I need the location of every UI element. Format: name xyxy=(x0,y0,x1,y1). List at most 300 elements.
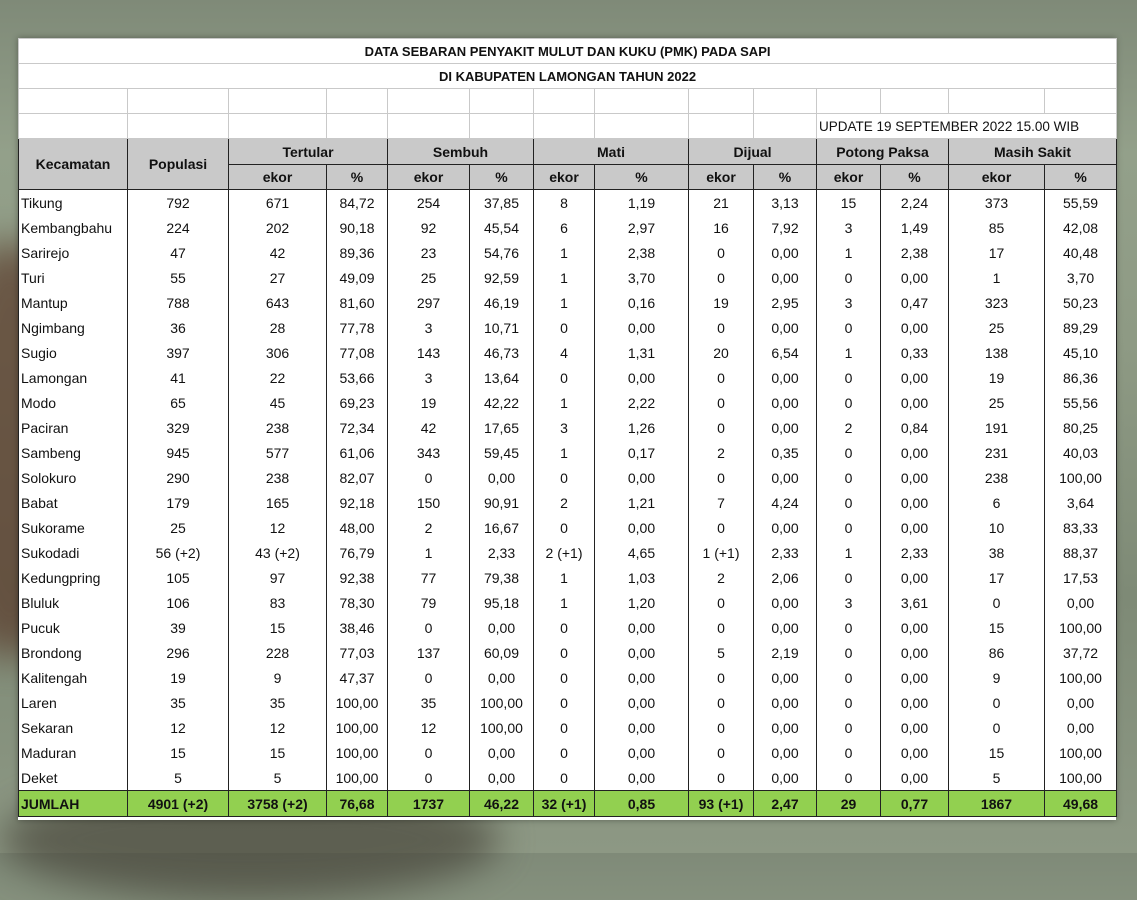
cell-tertular-ekor: 97 xyxy=(229,565,327,590)
total-kecamatan: JUMLAH xyxy=(19,791,128,817)
total-dijual-pct: 2,47 xyxy=(754,791,817,817)
cell-potong-pct: 0,00 xyxy=(881,490,949,515)
spreadsheet-sheet xyxy=(18,38,1116,820)
cell-dijual-ekor: 0 xyxy=(689,315,754,340)
cell-tertular-pct: 78,30 xyxy=(327,590,388,615)
cell-tertular-ekor: 671 xyxy=(229,190,327,216)
cell-tertular-pct: 49,09 xyxy=(327,265,388,290)
cell-tertular-ekor: 83 xyxy=(229,590,327,615)
cell-sembuh-pct: 2,33 xyxy=(470,540,534,565)
cell-dijual-ekor: 0 xyxy=(689,715,754,740)
cell-dijual-pct: 0,00 xyxy=(754,365,817,390)
cell-sembuh-pct: 90,91 xyxy=(470,490,534,515)
cell-tertular-pct: 77,08 xyxy=(327,340,388,365)
cell-kecamatan: Sukorame xyxy=(19,515,128,540)
cell-mati-ekor: 0 xyxy=(534,665,595,690)
cell-sakit-ekor: 15 xyxy=(949,740,1045,765)
cell-mati-ekor: 0 xyxy=(534,315,595,340)
cell-dijual-pct: 2,19 xyxy=(754,640,817,665)
cell-tertular-pct: 38,46 xyxy=(327,615,388,640)
table-row xyxy=(19,765,1117,791)
cell-potong-ekor: 3 xyxy=(817,290,881,315)
cell-tertular-ekor: 238 xyxy=(229,465,327,490)
table-title: DATA SEBARAN PENYAKIT MULUT DAN KUKU (PMK) PADA SAPI xyxy=(19,39,1117,64)
cell-kecamatan: Bluluk xyxy=(19,590,128,615)
cell-potong-pct: 0,00 xyxy=(881,265,949,290)
cell-sembuh-pct: 95,18 xyxy=(470,590,534,615)
cell-mati-pct: 0,00 xyxy=(595,765,689,791)
cell-mati-ekor: 6 xyxy=(534,215,595,240)
cell-sakit-ekor: 0 xyxy=(949,715,1045,740)
cell-sakit-pct: 3,64 xyxy=(1045,490,1117,515)
cell-kecamatan: Paciran xyxy=(19,415,128,440)
cell-sembuh-ekor: 79 xyxy=(388,590,470,615)
cell-potong-pct: 0,00 xyxy=(881,390,949,415)
cell-tertular-pct: 100,00 xyxy=(327,740,388,765)
cell-mati-pct: 0,17 xyxy=(595,440,689,465)
cell-potong-ekor: 0 xyxy=(817,690,881,715)
header-masih-sakit: Masih Sakit xyxy=(949,139,1117,165)
table-row xyxy=(19,665,1117,690)
cell-sakit-ekor: 1 xyxy=(949,265,1045,290)
table-row xyxy=(19,340,1117,365)
cell-potong-ekor: 0 xyxy=(817,265,881,290)
cell-tertular-pct: 61,06 xyxy=(327,440,388,465)
cell-kecamatan: Brondong xyxy=(19,640,128,665)
cell-dijual-ekor: 0 xyxy=(689,740,754,765)
cell-potong-pct: 3,61 xyxy=(881,590,949,615)
table-row xyxy=(19,290,1117,315)
cell-kecamatan: Deket xyxy=(19,765,128,791)
total-tertular-pct: 76,68 xyxy=(327,791,388,817)
cell-sembuh-pct: 100,00 xyxy=(470,690,534,715)
table-row xyxy=(19,315,1117,340)
update-timestamp: UPDATE 19 SEPTEMBER 2022 15.00 WIB xyxy=(817,114,1117,139)
cell-sakit-pct: 0,00 xyxy=(1045,715,1117,740)
cell-tertular-ekor: 577 xyxy=(229,440,327,465)
cell-mati-pct: 0,00 xyxy=(595,690,689,715)
cell-sakit-ekor: 238 xyxy=(949,465,1045,490)
cell-tertular-ekor: 238 xyxy=(229,415,327,440)
cell-potong-pct: 0,00 xyxy=(881,715,949,740)
cell-sembuh-ekor: 297 xyxy=(388,290,470,315)
cell-potong-ekor: 3 xyxy=(817,590,881,615)
cell-potong-ekor: 1 xyxy=(817,540,881,565)
table-row xyxy=(19,215,1117,240)
cell-tertular-ekor: 42 xyxy=(229,240,327,265)
cell-mati-ekor: 0 xyxy=(534,690,595,715)
cell-sembuh-ekor: 0 xyxy=(388,740,470,765)
cell-kecamatan: Turi xyxy=(19,265,128,290)
cell-sembuh-pct: 0,00 xyxy=(470,665,534,690)
cell-sembuh-ekor: 3 xyxy=(388,365,470,390)
cell-potong-pct: 1,49 xyxy=(881,215,949,240)
cell-mati-ekor: 4 xyxy=(534,340,595,365)
cell-mati-ekor: 2 xyxy=(534,490,595,515)
cell-mati-pct: 0,00 xyxy=(595,465,689,490)
cell-potong-ekor: 0 xyxy=(817,390,881,415)
total-row xyxy=(19,791,1117,817)
cell-dijual-ekor: 0 xyxy=(689,665,754,690)
cell-mati-pct: 0,00 xyxy=(595,740,689,765)
total-mati-ekor: 32 (+1) xyxy=(534,791,595,817)
cell-mati-ekor: 2 (+1) xyxy=(534,540,595,565)
cell-mati-ekor: 1 xyxy=(534,240,595,265)
cell-sakit-ekor: 15 xyxy=(949,615,1045,640)
subheader-ekor: ekor xyxy=(388,165,470,190)
cell-tertular-ekor: 165 xyxy=(229,490,327,515)
cell-kecamatan: Lamongan xyxy=(19,365,128,390)
cell-tertular-pct: 47,37 xyxy=(327,665,388,690)
cell-mati-ekor: 0 xyxy=(534,765,595,791)
cell-sembuh-pct: 0,00 xyxy=(470,740,534,765)
cell-sembuh-ekor: 0 xyxy=(388,665,470,690)
cell-potong-pct: 0,00 xyxy=(881,365,949,390)
cell-tertular-ekor: 228 xyxy=(229,640,327,665)
cell-sakit-pct: 0,00 xyxy=(1045,690,1117,715)
cell-mati-pct: 1,26 xyxy=(595,415,689,440)
cell-sembuh-ekor: 19 xyxy=(388,390,470,415)
cell-populasi: 788 xyxy=(128,290,229,315)
cell-populasi: 296 xyxy=(128,640,229,665)
cell-mati-ekor: 1 xyxy=(534,565,595,590)
cell-dijual-ekor: 0 xyxy=(689,240,754,265)
cell-sakit-ekor: 138 xyxy=(949,340,1045,365)
cell-populasi: 106 xyxy=(128,590,229,615)
cell-dijual-pct: 4,24 xyxy=(754,490,817,515)
cell-mati-ekor: 1 xyxy=(534,290,595,315)
cell-dijual-ekor: 0 xyxy=(689,765,754,791)
cell-sembuh-pct: 54,76 xyxy=(470,240,534,265)
cell-sembuh-ekor: 12 xyxy=(388,715,470,740)
cell-potong-ekor: 1 xyxy=(817,340,881,365)
cell-sakit-ekor: 19 xyxy=(949,365,1045,390)
cell-kecamatan: Sugio xyxy=(19,340,128,365)
cell-mati-pct: 1,20 xyxy=(595,590,689,615)
cell-potong-pct: 0,00 xyxy=(881,315,949,340)
cell-populasi: 397 xyxy=(128,340,229,365)
cell-mati-ekor: 0 xyxy=(534,615,595,640)
cell-sakit-pct: 100,00 xyxy=(1045,665,1117,690)
cell-sembuh-ekor: 343 xyxy=(388,440,470,465)
cell-dijual-pct: 0,00 xyxy=(754,390,817,415)
cell-dijual-pct: 0,00 xyxy=(754,715,817,740)
cell-sembuh-ekor: 0 xyxy=(388,765,470,791)
cell-kecamatan: Kedungpring xyxy=(19,565,128,590)
table-row xyxy=(19,490,1117,515)
cell-sembuh-pct: 10,71 xyxy=(470,315,534,340)
cell-mati-pct: 4,65 xyxy=(595,540,689,565)
cell-dijual-pct: 6,54 xyxy=(754,340,817,365)
subheader-percent: % xyxy=(470,165,534,190)
cell-mati-ekor: 1 xyxy=(534,440,595,465)
cell-potong-ekor: 2 xyxy=(817,415,881,440)
cell-mati-pct: 0,00 xyxy=(595,640,689,665)
cell-potong-ekor: 0 xyxy=(817,615,881,640)
cell-potong-ekor: 0 xyxy=(817,365,881,390)
cell-dijual-ekor: 2 xyxy=(689,565,754,590)
table-row xyxy=(19,465,1117,490)
cell-tertular-pct: 69,23 xyxy=(327,390,388,415)
cell-tertular-pct: 84,72 xyxy=(327,190,388,216)
cell-potong-ekor: 1 xyxy=(817,240,881,265)
cell-mati-pct: 0,00 xyxy=(595,365,689,390)
cell-mati-pct: 0,00 xyxy=(595,315,689,340)
cell-sakit-pct: 80,25 xyxy=(1045,415,1117,440)
cell-dijual-pct: 2,06 xyxy=(754,565,817,590)
total-sakit-pct: 49,68 xyxy=(1045,791,1117,817)
cell-dijual-pct: 0,00 xyxy=(754,465,817,490)
cell-sakit-ekor: 0 xyxy=(949,590,1045,615)
cell-tertular-ekor: 45 xyxy=(229,390,327,415)
cell-sakit-pct: 86,36 xyxy=(1045,365,1117,390)
cell-populasi: 47 xyxy=(128,240,229,265)
cell-sakit-pct: 89,29 xyxy=(1045,315,1117,340)
cell-dijual-pct: 0,35 xyxy=(754,440,817,465)
cell-sakit-pct: 45,10 xyxy=(1045,340,1117,365)
cell-sakit-pct: 40,03 xyxy=(1045,440,1117,465)
cell-dijual-ekor: 0 xyxy=(689,615,754,640)
cell-sembuh-pct: 45,54 xyxy=(470,215,534,240)
cell-sembuh-ekor: 0 xyxy=(388,615,470,640)
header-tertular: Tertular xyxy=(229,139,388,165)
cell-sakit-pct: 42,08 xyxy=(1045,215,1117,240)
cell-potong-pct: 2,33 xyxy=(881,540,949,565)
cell-sakit-ekor: 373 xyxy=(949,190,1045,216)
cell-potong-pct: 2,38 xyxy=(881,240,949,265)
total-potong-pct: 0,77 xyxy=(881,791,949,817)
cell-potong-ekor: 0 xyxy=(817,315,881,340)
cell-tertular-pct: 72,34 xyxy=(327,415,388,440)
cell-sakit-ekor: 0 xyxy=(949,690,1045,715)
cell-populasi: 945 xyxy=(128,440,229,465)
cell-sakit-pct: 3,70 xyxy=(1045,265,1117,290)
total-mati-pct: 0,85 xyxy=(595,791,689,817)
table-row xyxy=(19,440,1117,465)
cell-mati-pct: 2,97 xyxy=(595,215,689,240)
cell-tertular-pct: 89,36 xyxy=(327,240,388,265)
cell-sakit-pct: 88,37 xyxy=(1045,540,1117,565)
total-sembuh-ekor: 1737 xyxy=(388,791,470,817)
cell-potong-pct: 0,00 xyxy=(881,615,949,640)
cell-tertular-pct: 82,07 xyxy=(327,465,388,490)
cell-dijual-ekor: 0 xyxy=(689,365,754,390)
cell-mati-pct: 0,00 xyxy=(595,715,689,740)
cell-dijual-pct: 0,00 xyxy=(754,615,817,640)
cell-tertular-pct: 100,00 xyxy=(327,690,388,715)
cell-populasi: 36 xyxy=(128,315,229,340)
cell-dijual-ekor: 20 xyxy=(689,340,754,365)
cell-potong-ekor: 15 xyxy=(817,190,881,216)
cell-sembuh-ekor: 92 xyxy=(388,215,470,240)
cell-mati-pct: 1,19 xyxy=(595,190,689,216)
cell-sakit-pct: 37,72 xyxy=(1045,640,1117,665)
cell-sembuh-pct: 17,65 xyxy=(470,415,534,440)
cell-sembuh-pct: 0,00 xyxy=(470,465,534,490)
cell-sembuh-ekor: 42 xyxy=(388,415,470,440)
cell-kecamatan: Babat xyxy=(19,490,128,515)
cell-tertular-pct: 76,79 xyxy=(327,540,388,565)
table-row xyxy=(19,365,1117,390)
table-row xyxy=(19,615,1117,640)
cell-sembuh-pct: 0,00 xyxy=(470,615,534,640)
cell-mati-ekor: 0 xyxy=(534,515,595,540)
cell-potong-ekor: 0 xyxy=(817,515,881,540)
cell-mati-pct: 1,31 xyxy=(595,340,689,365)
header-dijual: Dijual xyxy=(689,139,817,165)
table-row xyxy=(19,640,1117,665)
cell-sembuh-ekor: 150 xyxy=(388,490,470,515)
cell-sembuh-pct: 13,64 xyxy=(470,365,534,390)
cell-populasi: 792 xyxy=(128,190,229,216)
cell-potong-ekor: 0 xyxy=(817,740,881,765)
cell-potong-ekor: 0 xyxy=(817,440,881,465)
cell-dijual-pct: 2,95 xyxy=(754,290,817,315)
cell-sembuh-pct: 79,38 xyxy=(470,565,534,590)
cell-kecamatan: Laren xyxy=(19,690,128,715)
cell-sakit-ekor: 25 xyxy=(949,390,1045,415)
cell-dijual-pct: 0,00 xyxy=(754,590,817,615)
cell-mati-ekor: 3 xyxy=(534,415,595,440)
cell-sakit-pct: 83,33 xyxy=(1045,515,1117,540)
table-row xyxy=(19,415,1117,440)
cell-dijual-ekor: 2 xyxy=(689,440,754,465)
cell-sembuh-pct: 60,09 xyxy=(470,640,534,665)
cell-potong-ekor: 0 xyxy=(817,640,881,665)
cell-sakit-ekor: 9 xyxy=(949,665,1045,690)
cell-populasi: 179 xyxy=(128,490,229,515)
cell-potong-pct: 0,00 xyxy=(881,440,949,465)
cell-kecamatan: Maduran xyxy=(19,740,128,765)
cell-dijual-ekor: 0 xyxy=(689,265,754,290)
cell-sakit-ekor: 323 xyxy=(949,290,1045,315)
table-row xyxy=(19,515,1117,540)
table-row xyxy=(19,590,1117,615)
cell-populasi: 56 (+2) xyxy=(128,540,229,565)
total-tertular-ekor: 3758 (+2) xyxy=(229,791,327,817)
total-populasi: 4901 (+2) xyxy=(128,791,229,817)
cell-dijual-ekor: 16 xyxy=(689,215,754,240)
cell-tertular-ekor: 27 xyxy=(229,265,327,290)
cell-mati-ekor: 0 xyxy=(534,715,595,740)
cell-potong-pct: 0,84 xyxy=(881,415,949,440)
cell-sakit-pct: 100,00 xyxy=(1045,765,1117,791)
header-sembuh: Sembuh xyxy=(388,139,534,165)
cell-tertular-ekor: 12 xyxy=(229,515,327,540)
subheader-ekor: ekor xyxy=(949,165,1045,190)
cell-potong-pct: 0,47 xyxy=(881,290,949,315)
cell-dijual-pct: 0,00 xyxy=(754,415,817,440)
table-row xyxy=(19,390,1117,415)
cell-sakit-ekor: 86 xyxy=(949,640,1045,665)
cell-mati-pct: 0,00 xyxy=(595,665,689,690)
cell-tertular-ekor: 28 xyxy=(229,315,327,340)
cell-kecamatan: Ngimbang xyxy=(19,315,128,340)
cell-tertular-ekor: 22 xyxy=(229,365,327,390)
cell-sembuh-ekor: 35 xyxy=(388,690,470,715)
subheader-percent: % xyxy=(754,165,817,190)
cell-tertular-pct: 81,60 xyxy=(327,290,388,315)
cell-sakit-pct: 40,48 xyxy=(1045,240,1117,265)
header-row xyxy=(19,139,1117,165)
cell-sembuh-pct: 92,59 xyxy=(470,265,534,290)
cell-tertular-ekor: 202 xyxy=(229,215,327,240)
cell-sakit-ekor: 6 xyxy=(949,490,1045,515)
cell-potong-ekor: 0 xyxy=(817,490,881,515)
cell-mati-pct: 2,38 xyxy=(595,240,689,265)
cell-mati-pct: 0,16 xyxy=(595,290,689,315)
cell-sembuh-ekor: 137 xyxy=(388,640,470,665)
cell-tertular-pct: 100,00 xyxy=(327,715,388,740)
cell-mati-pct: 2,22 xyxy=(595,390,689,415)
cell-sakit-pct: 55,56 xyxy=(1045,390,1117,415)
cell-sembuh-pct: 46,73 xyxy=(470,340,534,365)
cell-potong-pct: 0,00 xyxy=(881,765,949,791)
cell-potong-ekor: 0 xyxy=(817,465,881,490)
cell-tertular-ekor: 35 xyxy=(229,690,327,715)
cell-dijual-ekor: 5 xyxy=(689,640,754,665)
cell-dijual-pct: 0,00 xyxy=(754,665,817,690)
cell-sakit-ekor: 17 xyxy=(949,565,1045,590)
cell-kecamatan: Mantup xyxy=(19,290,128,315)
cell-tertular-ekor: 5 xyxy=(229,765,327,791)
cell-populasi: 55 xyxy=(128,265,229,290)
cell-tertular-ekor: 12 xyxy=(229,715,327,740)
cell-dijual-ekor: 0 xyxy=(689,415,754,440)
cell-populasi: 12 xyxy=(128,715,229,740)
header-kecamatan: Kecamatan xyxy=(19,139,128,190)
table-row xyxy=(19,565,1117,590)
cell-dijual-ekor: 0 xyxy=(689,690,754,715)
cell-sakit-pct: 55,59 xyxy=(1045,190,1117,216)
cell-potong-pct: 2,24 xyxy=(881,190,949,216)
cell-sembuh-ekor: 3 xyxy=(388,315,470,340)
cell-dijual-pct: 0,00 xyxy=(754,240,817,265)
cell-tertular-pct: 100,00 xyxy=(327,765,388,791)
cell-tertular-ekor: 15 xyxy=(229,615,327,640)
cell-mati-ekor: 0 xyxy=(534,640,595,665)
cell-potong-pct: 0,00 xyxy=(881,515,949,540)
cell-potong-pct: 0,00 xyxy=(881,740,949,765)
cell-tertular-pct: 90,18 xyxy=(327,215,388,240)
cell-sembuh-pct: 0,00 xyxy=(470,765,534,791)
cell-tertular-pct: 92,38 xyxy=(327,565,388,590)
cell-populasi: 19 xyxy=(128,665,229,690)
cell-sakit-ekor: 231 xyxy=(949,440,1045,465)
cell-mati-ekor: 0 xyxy=(534,740,595,765)
cell-sakit-ekor: 85 xyxy=(949,215,1045,240)
table-row xyxy=(19,690,1117,715)
cell-populasi: 15 xyxy=(128,740,229,765)
cell-dijual-pct: 0,00 xyxy=(754,515,817,540)
table-row xyxy=(19,190,1117,216)
cell-populasi: 39 xyxy=(128,615,229,640)
cell-dijual-pct: 0,00 xyxy=(754,765,817,791)
cell-mati-pct: 1,03 xyxy=(595,565,689,590)
cell-sakit-pct: 0,00 xyxy=(1045,590,1117,615)
cell-kecamatan: Sukodadi xyxy=(19,540,128,565)
cell-sakit-ekor: 25 xyxy=(949,315,1045,340)
cell-dijual-ekor: 0 xyxy=(689,465,754,490)
total-dijual-ekor: 93 (+1) xyxy=(689,791,754,817)
cell-sakit-pct: 100,00 xyxy=(1045,615,1117,640)
cell-sembuh-pct: 16,67 xyxy=(470,515,534,540)
cell-sembuh-ekor: 0 xyxy=(388,465,470,490)
table-subtitle: DI KABUPATEN LAMONGAN TAHUN 2022 xyxy=(19,64,1117,89)
cell-tertular-ekor: 9 xyxy=(229,665,327,690)
cell-dijual-ekor: 19 xyxy=(689,290,754,315)
cell-sembuh-ekor: 77 xyxy=(388,565,470,590)
